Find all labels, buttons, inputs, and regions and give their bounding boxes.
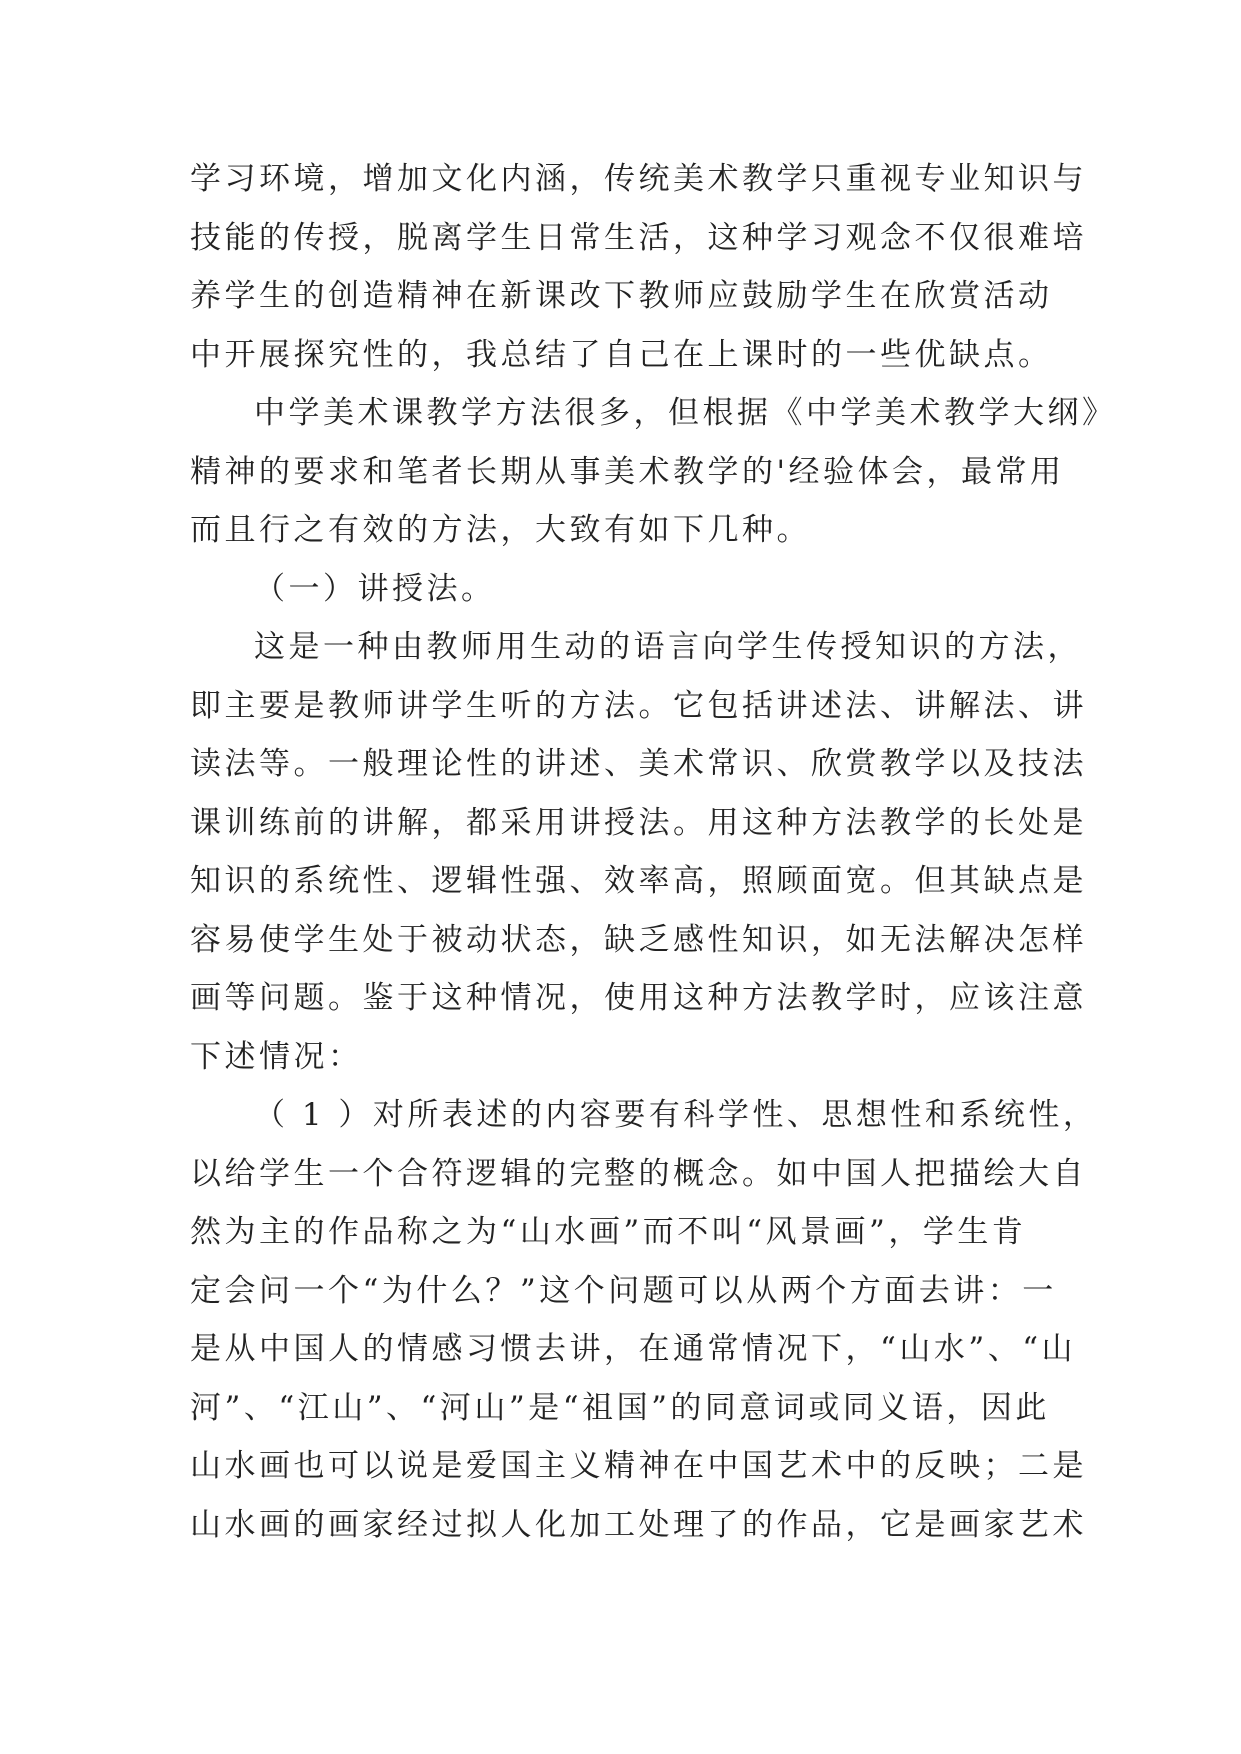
text-line: 课训练前的讲解，都采用讲授法。用这种方法教学的长处是 (190, 804, 1087, 841)
text-line: 这是一种由教师用生动的语言向学生传授知识的方法， (254, 629, 1082, 665)
text-line: 画等问题。鉴于这种情况，使用这种方法教学时，应该注意 (190, 980, 1087, 1016)
text-line: 知识的系统性、逻辑性强、效率高，照顾面宽。但其缺点是 (190, 863, 1087, 899)
text-line: 中学美术课教学方法很多，但根据《中学美术教学大纲》 (254, 395, 1117, 431)
text-line: 而且行之有效的方法，大致有如下几种。 (190, 512, 811, 548)
text-line: 山水画也可以说是爱国主义精神在中国艺术中的反映；二是 (190, 1448, 1087, 1484)
text-line: 定会问一个“为什么？”这个问题可以从两个方面去讲：一 (190, 1272, 1057, 1309)
text-line: 养学生的创造精神在新课改下教师应鼓励学生在欣赏活动 (190, 278, 1053, 314)
body-text (190, 150, 1117, 1554)
text-line: 即主要是教师讲学生听的方法。它包括讲述法、讲解法、讲 (190, 687, 1087, 724)
text-line: 以给学生一个合符逻辑的完整的概念。如中国人把描绘大自 (190, 1155, 1087, 1192)
text-line: 河”、“江山”、“河山”是“祖国”的同意词或同义语，因此 (190, 1389, 1050, 1426)
text-line: 然为主的作品称之为“山水画”而不叫“风景画”，学生肯 (190, 1214, 1027, 1250)
text-line: 是从中国人的情感习惯去讲，在通常情况下，“山水”、“山 (190, 1331, 1077, 1367)
text-line: 读法等。一般理论性的讲述、美术常识、欣赏教学以及技法 (190, 746, 1087, 782)
text-line: 技能的传授，脱离学生日常生活，这种学习观念不仅很难培 (190, 219, 1087, 256)
text-line: 下述情况： (190, 1038, 363, 1075)
text-line: （ 1 ）对所表述的内容要有科学性、思想性和系统性， (254, 1097, 1098, 1133)
text-line: （一）讲授法。 (254, 570, 496, 607)
text-line: 学习环境，增加文化内涵，传统美术教学只重视专业知识与 (190, 161, 1087, 197)
text-line: 容易使学生处于被动状态，缺乏感性知识，如无法解决怎样 (190, 921, 1087, 958)
text-line: 中开展探究性的，我总结了自己在上课时的一些优缺点。 (190, 336, 1053, 373)
text-line: 山水画的画家经过拟人化加工处理了的作品，它是画家艺术 (190, 1506, 1087, 1543)
text-line: 精神的要求和笔者长期从事美术教学的'经验体会，最常用 (190, 453, 1065, 490)
